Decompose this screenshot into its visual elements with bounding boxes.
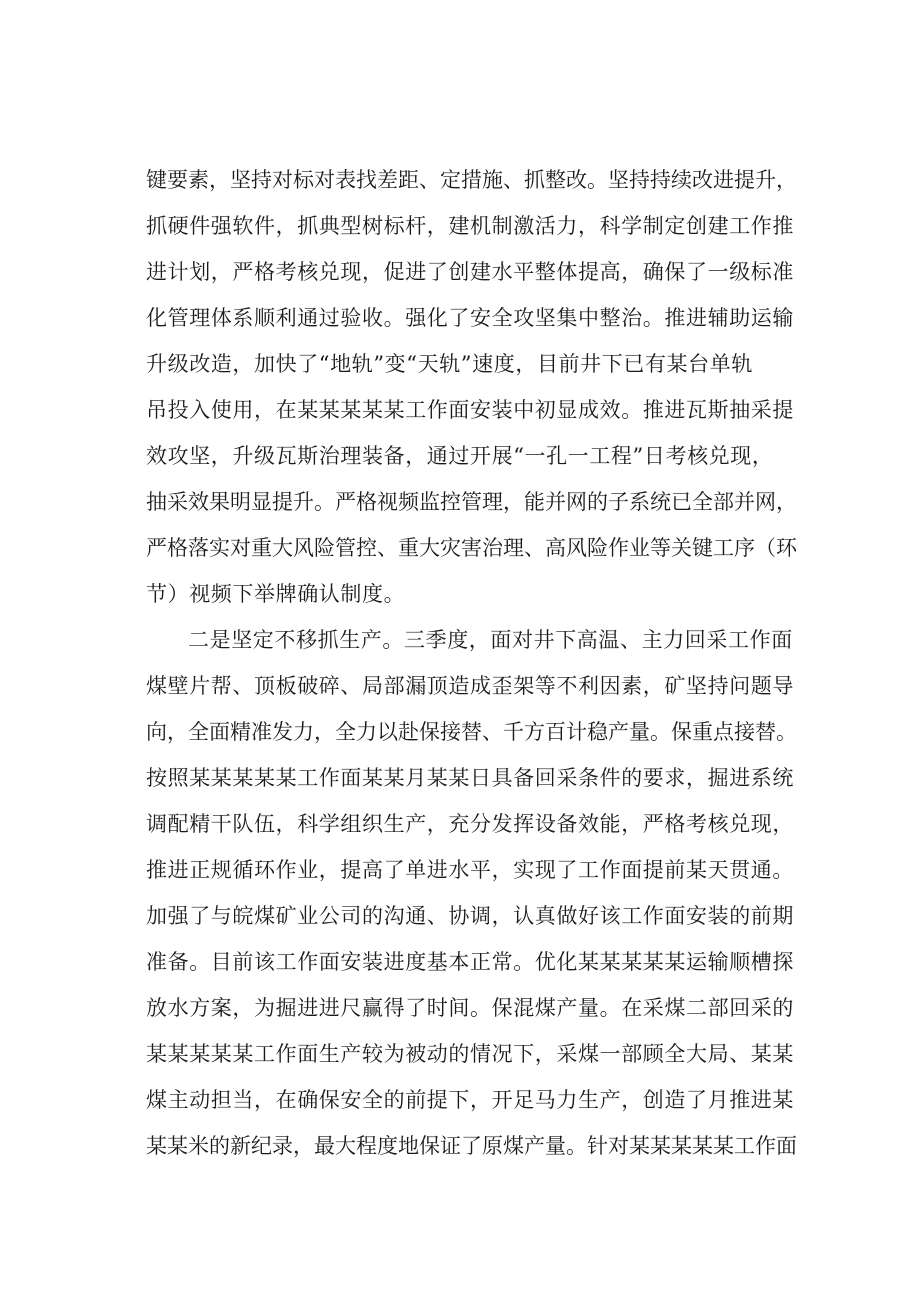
text-line: 抽采效果明显提升。严格视频监控管理，能并网的子系统已全部并网， xyxy=(146,490,797,514)
text-line: 向，全面精准发力，全力以赴保接替、千方百计稳产量。保重点接替。 xyxy=(146,720,797,744)
text-line: 升级改造，加快了“地轨”变“天轨”速度，目前井下已有某台单轨 xyxy=(146,352,753,376)
paragraph-first-line: 二是坚定不移抓生产。三季度，面对井下高温、主力回采工作面 xyxy=(188,628,793,652)
text-line: 加强了与皖煤矿业公司的沟通、协调，认真做好该工作面安装的前期 xyxy=(146,904,794,928)
text-line: 严格落实对重大风险管控、重大灾害治理、高风险作业等关键工序（环 xyxy=(146,536,797,560)
text-line: 准备。目前该工作面安装进度基本正常。优化某某某某某运输顺槽探 xyxy=(146,950,794,974)
text-line: 化管理体系顺利通过验收。强化了安全攻坚集中整治。推进辅助运输 xyxy=(146,306,794,330)
text-line: 效攻坚，升级瓦斯治理装备，通过开展“一孔一工程”日考核兑现， xyxy=(146,444,774,468)
text-line: 煤壁片帮、顶板破碎、局部漏顶造成歪架等不利因素，矿坚持问题导 xyxy=(146,674,794,698)
text-line: 煤主动担当，在确保安全的前提下，开足马力生产，创造了月推进某 xyxy=(146,1088,794,1112)
text-line: 吊投入使用，在某某某某某工作面安装中初显成效。推进瓦斯抽采提 xyxy=(146,398,794,422)
text-line: 抓硬件强软件，抓典型树标杆，建机制激活力，科学制定创建工作推 xyxy=(146,214,794,238)
text-line: 推进正规循环作业，提高了单进水平，实现了工作面提前某天贯通。 xyxy=(146,858,794,882)
text-line: 某某米的新纪录，最大程度地保证了原煤产量。针对某某某某某工作面 xyxy=(146,1134,797,1158)
text-line: 节）视频下举牌确认制度。 xyxy=(146,582,406,606)
text-line: 某某某某某工作面生产较为被动的情况下，采煤一部顾全大局、某某 xyxy=(146,1042,794,1066)
text-line: 按照某某某某某工作面某某月某某日具备回采条件的要求，掘进系统 xyxy=(146,766,794,790)
text-line: 放水方案，为掘进进尺赢得了时间。保混煤产量。在采煤二部回采的 xyxy=(146,996,794,1020)
text-line: 调配精干队伍，科学组织生产，充分发挥设备效能，严格考核兑现， xyxy=(146,812,794,836)
text-line: 键要素，坚持对标对表找差距、定措施、抓整改。坚持持续改进提升， xyxy=(146,168,797,192)
text-line: 进计划，严格考核兑现，促进了创建水平整体提高，确保了一级标准 xyxy=(146,260,794,284)
